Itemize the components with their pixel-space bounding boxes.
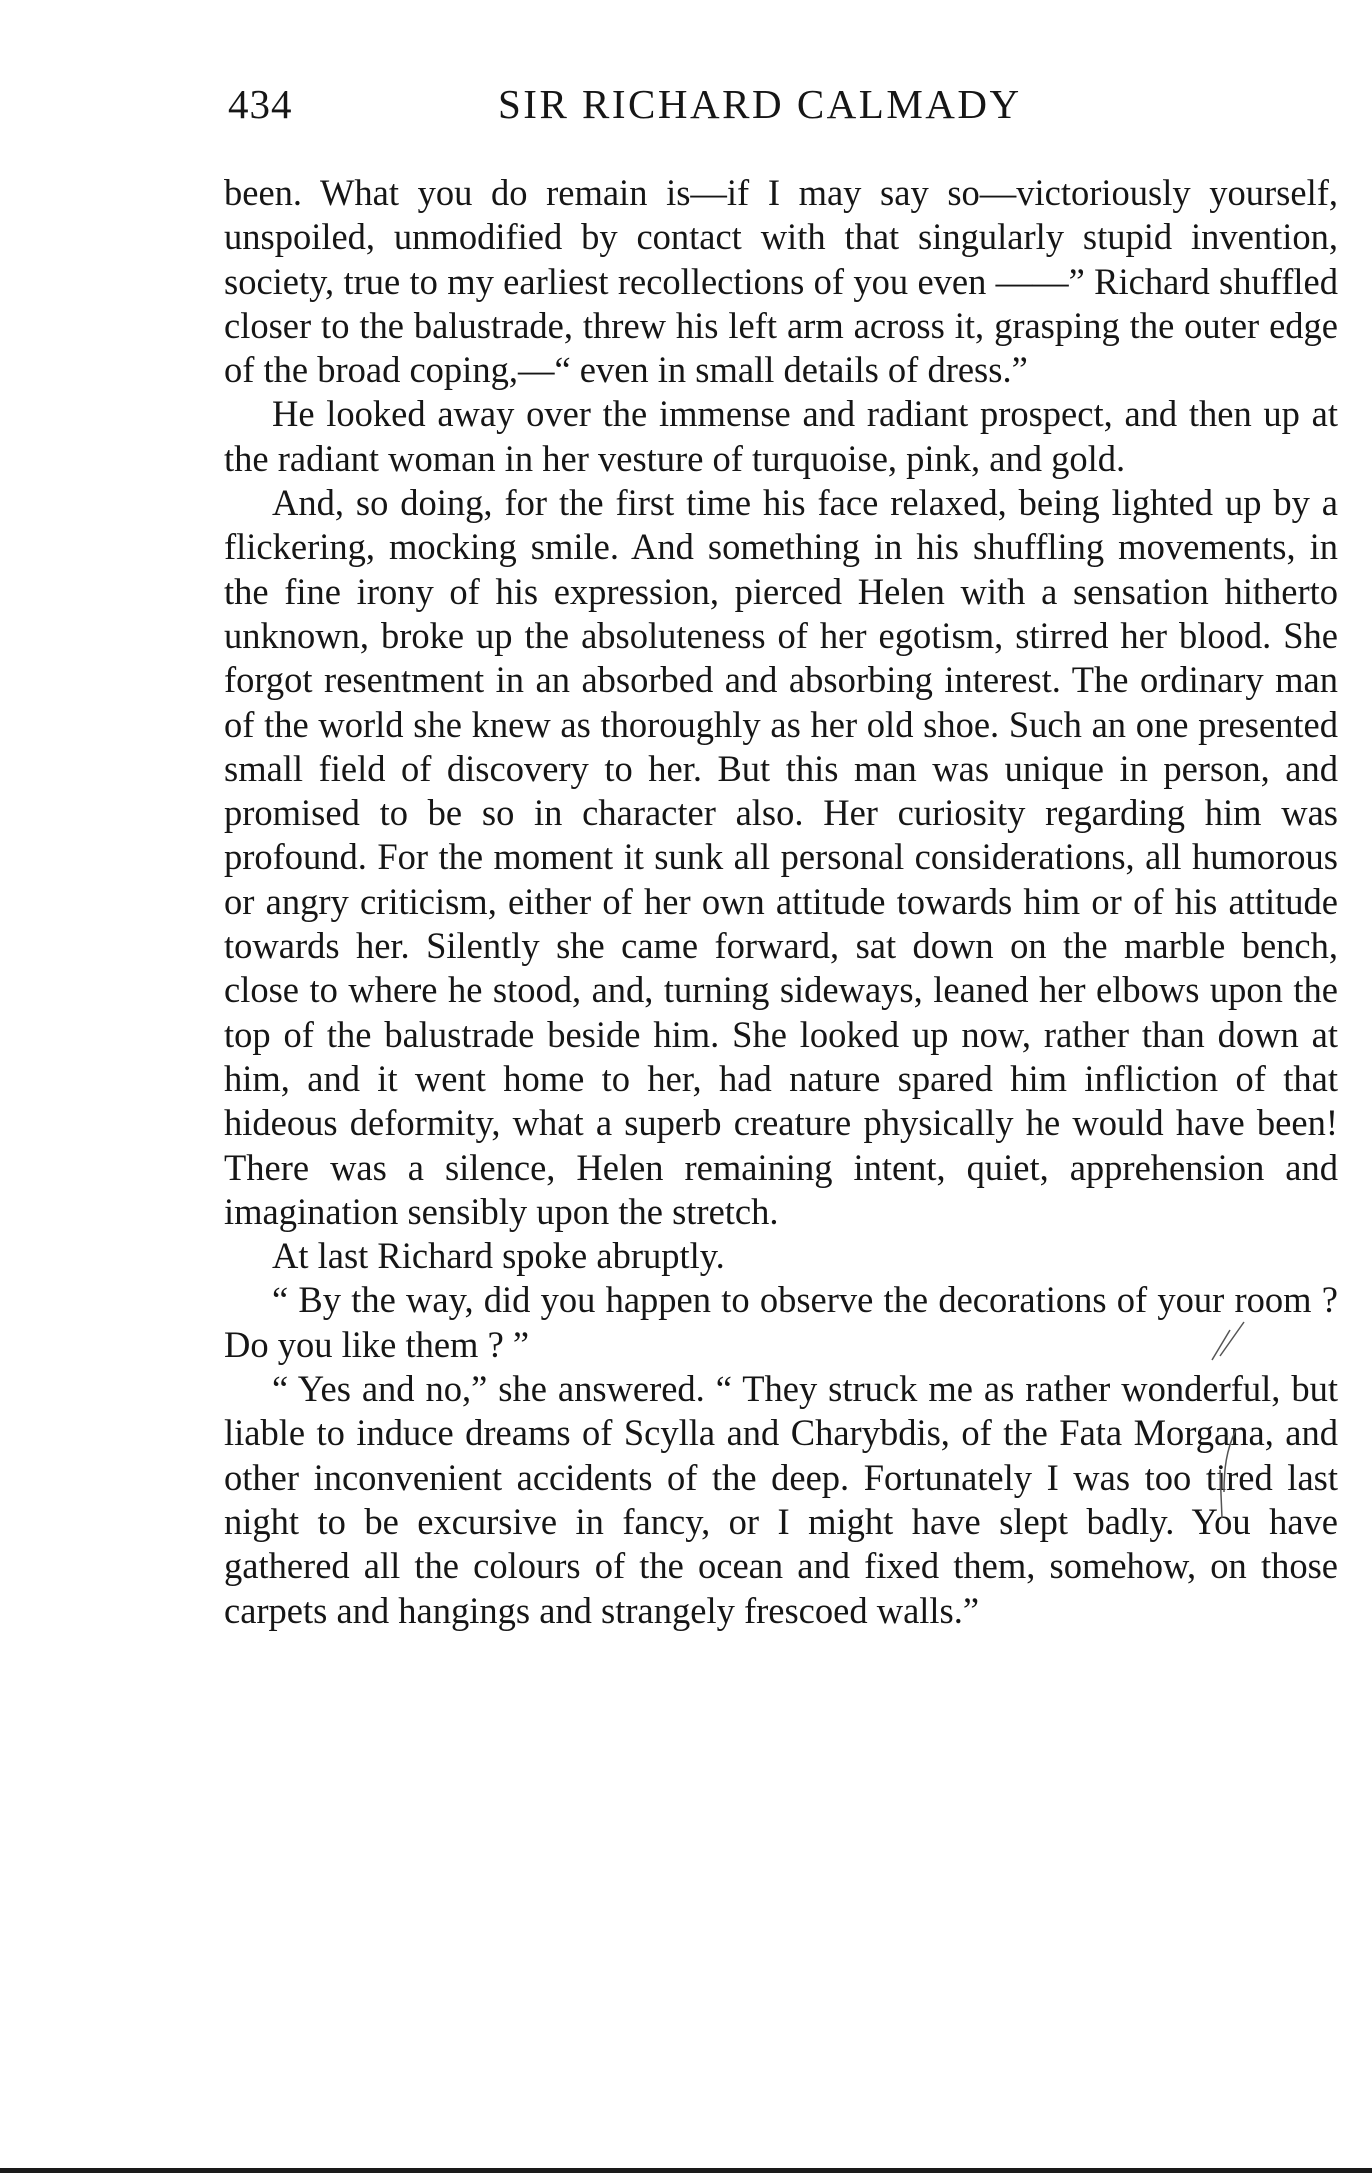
- paragraph: At last Richard spoke abruptly.: [272, 1235, 725, 1277]
- paragraph-continued: been. What you do remain is—if I may say so—victoriously yourself, unspoiled, unmodified by contact with that singularly stupid invention, society, true to my earliest recollections of you even ——” Richard shuffled closer to the balustrade, threw his left arm across it, grasping the outer edge of the broad coping,—“ even in small details of dress.”: [224, 172, 1338, 391]
- paragraph: And, so doing, for the first time his face relaxed, being lighted up by a flickering, mocking smile. And something in his shuffling movements, in the fine irony of his expression, pierced Helen with a sensation hitherto unknown, broke up the absoluteness of her egotism, stirred her blood. She forgot resentment in an absorbed and absorbing interest. The ordinary man of the world she knew as thoroughly as her old shoe. Such an one presented small field of discovery to her. But this man was unique in person, and promised to be so in character also. Her curiosity regarding him was profound. For the moment it sunk all personal considerations, all humorous or angry criticism, either of her own attitude towards him or of his attitude towards her. Silently she came forward, sat down on the marble bench, close to where he stood, and, turning sideways, leaned her elbows upon the top of the balustrade beside him. She looked up now, rather than down at him, and it went home to her, had nature spared him infliction of that hideous deformity, what a superb creature physically he would have been! There was a silence, Helen remaining intent, quiet, apprehension and imagination sensibly upon the stretch.: [224, 482, 1338, 1232]
- bottom-rule: [0, 2168, 1372, 2173]
- page-number: 434: [228, 81, 293, 127]
- running-head: [228, 80, 1338, 140]
- pencil-margin-mark: [1200, 1320, 1260, 1520]
- book-title: SIR RICHARD CALMADY: [498, 81, 1022, 127]
- paragraph: He looked away over the immense and radiant prospect, and then up at the radiant woman in her vesture of turquoise, pink, and gold.: [224, 393, 1338, 479]
- paragraph: “ Yes and no,” she answered. “ They struck me as rather wonderful, but liable to induce dreams of Scylla and Charybdis, of the Fata Morgana, and other inconvenient accidents of the deep. Fortunately I was too tired last night to be excursive in fancy, or I might have slept badly. You have gathered all the colours of the ocean and fixed them, somehow, on those carpets and hangings and strangely frescoed walls.”: [224, 1368, 1338, 1631]
- body-text: [224, 171, 1338, 1633]
- paragraph: “ By the way, did you happen to observe the decorations of your room ? Do you like them ? ”: [224, 1279, 1338, 1365]
